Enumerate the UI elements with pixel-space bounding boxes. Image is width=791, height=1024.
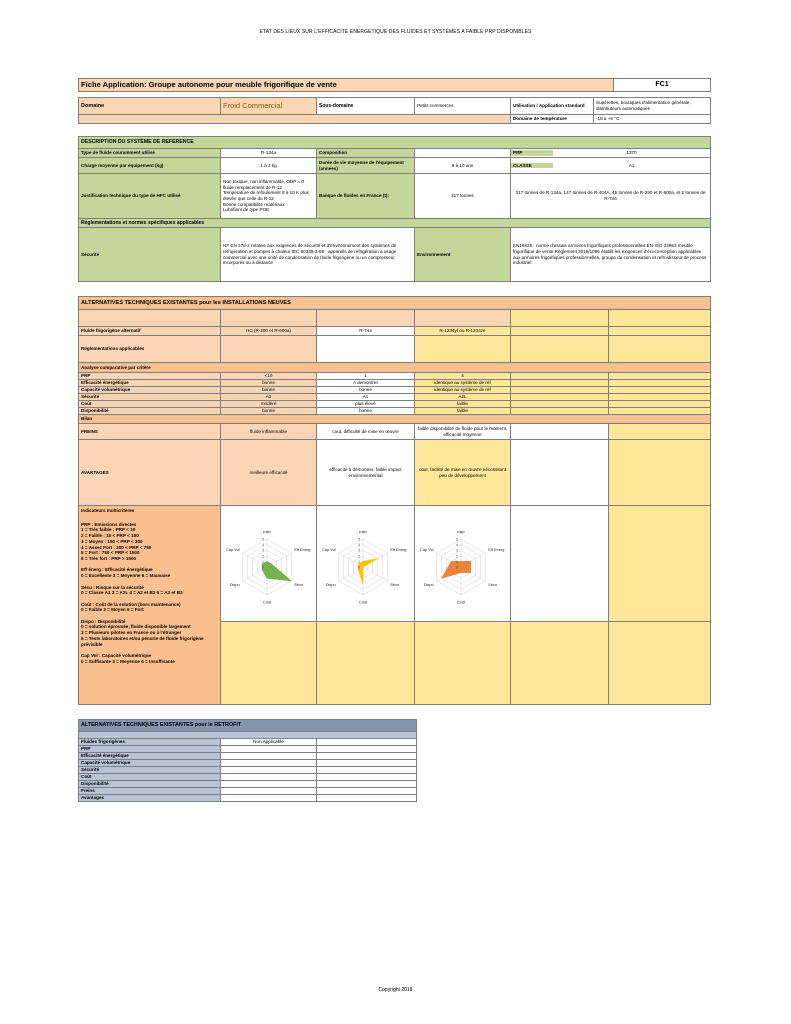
criteria-row xyxy=(79,373,711,380)
criteria-value: identique au système de réf xyxy=(415,380,511,387)
retrofit-value xyxy=(221,774,317,781)
criteria-row xyxy=(79,380,711,387)
charge-value: 1 à 3 kg xyxy=(221,158,317,174)
criteria-value: A demontrer xyxy=(317,380,415,387)
radar-tick-label: 5 xyxy=(358,537,360,541)
retrofit-label: Capacité volumétrique xyxy=(79,760,221,767)
classe-label: CLASSE xyxy=(511,163,553,169)
radar-tick-label: 0 xyxy=(262,565,264,569)
indicator-line: 3 = Plusieurs pilotes en France ou à l'étranger xyxy=(81,630,182,636)
criteria-value: <10 xyxy=(221,373,317,380)
prp-label: PRP xyxy=(511,150,553,156)
retrofit-label: Efficacité énergétique xyxy=(79,753,221,760)
indicator-line: 0 = Excellente 3 = Moyenne 6 = Mauvaise xyxy=(81,573,171,579)
radar-axis-label: Eff Energ xyxy=(390,546,407,552)
retrofit-row xyxy=(79,746,417,753)
duree-value: 8 à 10 ans xyxy=(415,158,511,174)
radar-tick-label: 3 xyxy=(456,548,458,553)
radar-axis-label: Coût xyxy=(358,599,368,604)
retrofit-table xyxy=(78,719,417,802)
temperature-label: Domaine de température xyxy=(511,115,594,124)
indicator-line: Sécu : Risque sur la sécurité xyxy=(81,584,144,590)
radar-chart-hc xyxy=(221,507,313,621)
page-header: ETAT DES LIEUX SUR L'EFFICACITE ENERGETIQUE DES FLUIDES ET SYSTEMES A FAIBLE PRP DISPONIBLES xyxy=(259,29,532,35)
criteria-value: A1 xyxy=(317,394,415,401)
retrofit-value xyxy=(221,753,317,760)
indicator-line: 6 = Tests laboratoires et/ou pénurie de fluide frigorigène prévisible xyxy=(81,635,204,647)
criteria-value: A2L xyxy=(415,394,511,401)
securite-value: NF EN 378-2 relative aux exigences de sécurité et d'environnement des systèmes de réfrigération et pompes à chaleur IEC 60335-2-89 : appareils de réfrigération à usage commercial avec une unité de condensation de fluide frigorigène ou un compresseur incorporés ou à distance xyxy=(221,228,415,282)
indicator-line: Coût : Coût de la solution (hors maintenance) xyxy=(81,601,181,607)
criteria-label: Sécurité xyxy=(79,394,221,401)
radar-tick-label: 1 xyxy=(262,559,264,564)
criteria-value: A3 xyxy=(221,394,317,401)
radar-axis-label: PRP xyxy=(263,529,271,534)
criteria-value: 4 xyxy=(415,373,511,380)
retrofit-label: Avantages xyxy=(79,795,221,802)
retrofit-label: Fluides frigorigènes xyxy=(79,739,221,746)
environnement-label: Environnement xyxy=(415,228,511,282)
criteria-value: bonne xyxy=(221,408,317,415)
indicator-line: PRP : Emissions directes xyxy=(81,521,137,527)
justification-label: Justification technique du type de HFC utilisé xyxy=(79,174,221,219)
radar-axis-label: Cap Vol xyxy=(226,546,240,552)
criteria-row xyxy=(79,408,711,415)
retrofit-label: Freins xyxy=(79,788,221,795)
indicator-line: 5 = Fort : 750 < PRP < 1500 xyxy=(81,550,140,556)
radar-axis-label: Sécu xyxy=(488,581,498,587)
radar-axis-label: Dispo xyxy=(325,581,336,587)
duree-label: Durée de vie moyenne de l'équipement (années) xyxy=(317,158,415,174)
radar-axis-label: Dispo xyxy=(423,581,434,587)
type-fluide-label: Type de fluide couramment utilisé xyxy=(79,149,221,158)
criteria-value: bonne xyxy=(317,408,415,415)
alternatives-section-title: ALTERNATIVES TECHNIQUES EXISTANTES pour les INSTALLATIONS NEUVES xyxy=(79,297,711,310)
retrofit-value xyxy=(221,795,317,802)
charge-label: Charge moyenne par équipement (kg) xyxy=(79,158,221,174)
fiche-title: Fiche Application: Groupe autonome pour meuble frigorifique de vente xyxy=(79,79,614,92)
retrofit-row xyxy=(79,795,417,802)
indicator-line: 1 = Très faible : PRP < 10 xyxy=(81,527,136,533)
indicator-line: 0 = solution éprouvée, fluide disponible largement xyxy=(81,624,191,630)
radar-tick-label: 4 xyxy=(358,542,360,547)
fluid-col-1: HC (R-290 et R-600a) xyxy=(221,327,317,336)
justification-line: Température de refoulement 8 à 10 K plus élevée que celle du R-12 xyxy=(223,190,309,201)
criteria-value: bonne xyxy=(317,387,415,394)
reference-section-title: DESCRIPTION DU SYSTÈME DE REFERENCE xyxy=(79,137,711,149)
indicators-legend xyxy=(79,506,221,705)
radar-axis-label: Cap Vol xyxy=(420,546,434,552)
retrofit-row xyxy=(79,767,417,774)
radar-tick-label: 5 xyxy=(456,537,458,541)
radar-axis-label: Eff Energ xyxy=(488,546,505,552)
sous-domaine-value: Petits commerces xyxy=(415,98,511,115)
retrofit-label: Sécurité xyxy=(79,767,221,774)
radar-series-area xyxy=(358,558,377,583)
banque-detail: 317 tonnes de R-134a, 147 tonnes de R-404A, 45 tonnes de R-290 et R-600a, et 2 tonnes de R-744 xyxy=(511,174,711,219)
retrofit-value xyxy=(221,767,317,774)
retrofit-section-title: ALTERNATIVES TECHNIQUES EXISTANTES pour le RETROFIT xyxy=(79,720,417,732)
indicator-line: Cap Vol : Capacité volumétrique xyxy=(81,652,152,658)
avantages-value: efficacité à démontrer, faible impact environnemental xyxy=(317,440,415,506)
indicator-line: 6 = Très fort : PRP > 1500 xyxy=(81,556,137,562)
domain-table xyxy=(78,97,711,124)
temperature-value: -18 à +6 °C xyxy=(594,115,711,124)
freins-label: FREINS xyxy=(79,424,221,440)
radar-tick-label: 2 xyxy=(456,553,458,558)
indicator-line: 0 = Faible 3 = Moyen 6 = Fort xyxy=(81,607,144,613)
radar-tick-label: 2 xyxy=(358,553,360,558)
utilisation-label: Utilisation / Application standard xyxy=(511,98,594,115)
type-fluide-value: R-134a xyxy=(221,149,317,158)
radar-chart-r1234 xyxy=(415,507,507,621)
criteria-label: Disponibilité xyxy=(79,408,221,415)
retrofit-label: PRP xyxy=(79,746,221,753)
indicators-title: Indicateurs multicritères xyxy=(81,508,135,513)
criteria-value: bonne xyxy=(221,387,317,394)
retrofit-label: Coût xyxy=(79,774,221,781)
avantages-value: cout, facilité de mise en œuvre nécessitant peu de développement xyxy=(415,440,511,506)
retrofit-row xyxy=(79,781,417,788)
criteria-row xyxy=(79,401,711,408)
banque-label: Banque de fluides en France (t): xyxy=(317,174,415,219)
radar-cell-3 xyxy=(415,506,511,622)
classe-value: A1 xyxy=(628,162,635,168)
radar-tick-label: 4 xyxy=(456,542,458,547)
retrofit-value xyxy=(221,788,317,795)
indicator-line: 3 = Moyen : 150 < PRP < 300 xyxy=(81,538,143,544)
retrofit-value xyxy=(221,746,317,753)
criteria-value: bonne xyxy=(221,380,317,387)
radar-cell-2 xyxy=(317,506,415,622)
radar-series-area xyxy=(442,561,471,578)
indicator-line: 2 = Faible : 10 < PRP < 150 xyxy=(81,533,139,539)
retrofit-label: Disponibilité xyxy=(79,781,221,788)
fiche-code: FC1 xyxy=(614,79,711,92)
radar-axis-label: PRP xyxy=(359,529,367,534)
radar-axis-label: PRP xyxy=(457,529,465,534)
indicator-line: 0 = Suffisante 3 = Moyenne 6 = Insuffisante xyxy=(81,658,175,664)
criteria-value: identique au système de réf xyxy=(415,387,511,394)
justification-line: Non toxique, non inflammable, ODP = 0 xyxy=(223,178,304,184)
page-footer: Copyright 2018 xyxy=(378,987,413,993)
title-table xyxy=(78,78,711,92)
criteria-label: Efficacité énergétique xyxy=(79,380,221,387)
analyse-label: Analyse comparative par critère xyxy=(79,363,711,373)
justification-line: Lubrifiant de type POE xyxy=(223,207,270,213)
sous-domaine-label: Sous-domaine xyxy=(317,98,415,115)
composition-value xyxy=(415,149,511,158)
radar-axis-label: Cap Vol xyxy=(322,546,336,552)
criteria-value: faible xyxy=(415,408,511,415)
fluid-col-2: R-744 xyxy=(317,327,415,336)
radar-tick-label: 0 xyxy=(358,565,360,569)
prp-value: 1370 xyxy=(626,150,637,156)
radar-axis-label: Sécu xyxy=(390,581,400,587)
retrofit-row xyxy=(79,739,417,746)
indicator-line: 4 = Assez Fort : 300 < PRP < 750 xyxy=(81,544,152,550)
avantages-label: AVANTAGES xyxy=(79,440,221,506)
utilisation-value: Supérettes, boutiques d'alimentation générale, distributeurs automatiques xyxy=(594,98,711,115)
radar-chart-r744 xyxy=(317,507,411,621)
justification-line: fluide remplacement de R-12 xyxy=(223,184,282,190)
radar-axis-label: Coût xyxy=(456,599,466,604)
fluid-col-3: R-1234yf ou R-1234ze xyxy=(415,327,511,336)
retrofit-row xyxy=(79,753,417,760)
alternatives-table xyxy=(78,296,711,705)
radar-axis-label: Dispo xyxy=(229,581,240,587)
radar-axis-label: Coût xyxy=(262,599,272,604)
indicators-list xyxy=(81,522,218,665)
freins-value: fluide inflammable xyxy=(221,424,317,440)
radar-spoke xyxy=(363,567,387,581)
criteria-row xyxy=(79,394,711,401)
bilan-label: Bilan xyxy=(79,415,711,424)
retrofit-row xyxy=(79,788,417,795)
criteria-value: faible xyxy=(415,401,511,408)
radar-tick-label: 1 xyxy=(456,559,458,564)
retrofit-value: Non Applicable xyxy=(221,739,317,746)
domaine-label: Domaine xyxy=(79,98,221,115)
criteria-row xyxy=(79,387,711,394)
securite-label: Sécurité xyxy=(79,228,221,282)
reference-table xyxy=(78,136,711,282)
radar-tick-label: 5 xyxy=(262,537,264,541)
criteria-label: PRP xyxy=(79,373,221,380)
radar-tick-label: 0 xyxy=(456,565,458,569)
justification-line: Bonne compatibilité matériaux xyxy=(223,201,285,207)
freins-value: faible disponibilité du fluide pour le moment, efficacité moyenne xyxy=(415,424,511,440)
reglementations-label: Réglementations applicables xyxy=(79,336,221,363)
radar-tick-label: 2 xyxy=(262,553,264,558)
radar-cell-1 xyxy=(221,506,317,622)
radar-tick-label: 4 xyxy=(262,542,264,547)
radar-tick-label: 1 xyxy=(358,559,360,564)
retrofit-row xyxy=(79,774,417,781)
criteria-value: 1 xyxy=(317,373,415,380)
indicator-line: 0 = Classe A1 2 = A2L 4 = A2 et B2 6 = A3 et B3 xyxy=(81,590,183,596)
freins-value: cout, difficulté de mise en œuvre xyxy=(317,424,415,440)
regulations-section-title: Réglementations et normes spécifiques applicables xyxy=(79,219,711,228)
radar-axis-label: Sécu xyxy=(294,581,304,587)
indicator-line: Dispo : Disponibilité xyxy=(81,618,126,624)
criteria-label: Coût xyxy=(79,401,221,408)
indicator-line: Eff énerg : Efficacité énergétique xyxy=(81,567,153,573)
justification-value xyxy=(221,174,317,219)
retrofit-row xyxy=(79,760,417,767)
domaine-value: Froid Commercial xyxy=(221,98,317,115)
criteria-label: Capacité volumétrique xyxy=(79,387,221,394)
retrofit-value xyxy=(221,781,317,788)
environnement-value: EN16825 : norme d'essais armoires frigorifiques professionnelles EN-ISO 23953 meuble frigorifique de vente Règlement 2015/1095 établit les exigences d'écoconception applicables aux armoires frigorifiques professionnelles, groupe de condensation et refroidisseur de process industriel xyxy=(511,228,711,282)
composition-label: Composition xyxy=(317,149,415,158)
radar-axis-label: Eff Energ xyxy=(294,546,311,552)
banque-value: 317 tonnes xyxy=(415,174,511,219)
criteria-value: modéré xyxy=(221,401,317,408)
radar-tick-label: 3 xyxy=(358,548,360,553)
fluide-alternatif-label: Fluide frigorigène alternatif xyxy=(79,327,221,336)
avantages-value: meilleure efficacité xyxy=(221,440,317,506)
retrofit-value xyxy=(221,760,317,767)
radar-tick-label: 3 xyxy=(262,548,264,553)
criteria-value: plus élevé xyxy=(317,401,415,408)
